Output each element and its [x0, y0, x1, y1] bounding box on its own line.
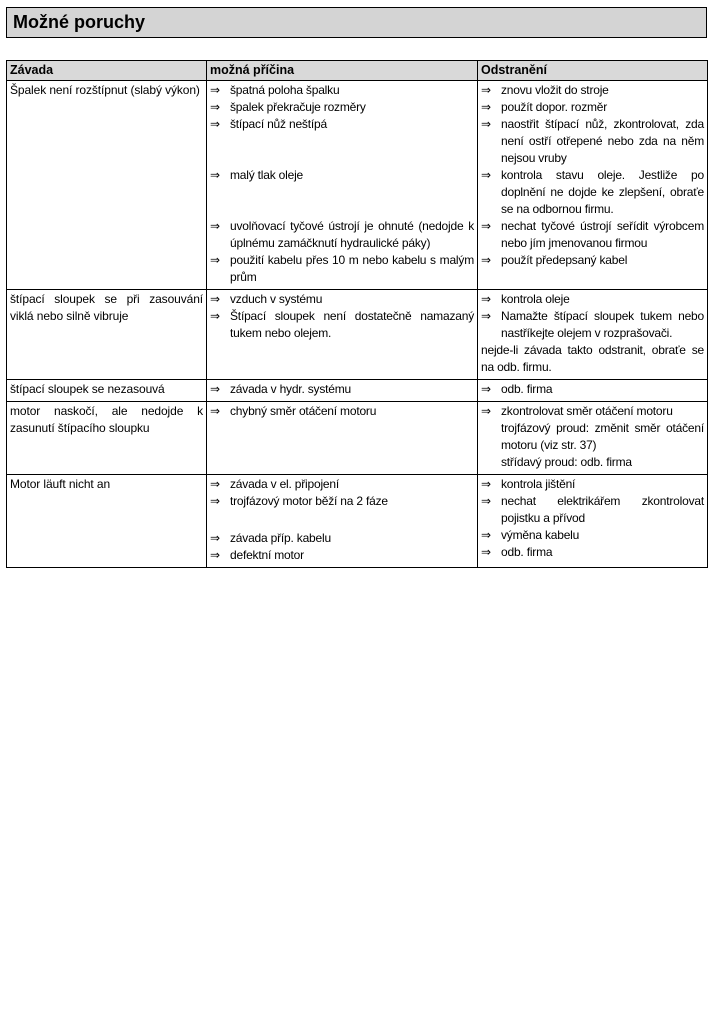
- cause-item: ⇒ defektní motor: [210, 548, 304, 562]
- arrow-icon: ⇒: [481, 100, 491, 114]
- fault-text: štípací sloupek se nezasouvá: [10, 382, 165, 396]
- arrow-icon: ⇒: [210, 531, 220, 545]
- cause-item: ⇒ závada příp. kabelu: [210, 531, 331, 545]
- cause-item: ⇒ vzduch v systému: [210, 292, 323, 306]
- cause-item: ⇒ závada v el. připojení: [210, 477, 340, 491]
- remedy-item: ⇒ odb. firma: [481, 382, 553, 396]
- page-title: Možné poruchy: [6, 7, 707, 38]
- cause-item: ⇒ uvolňovací tyčové ústrojí je ohnuté (nedojde k úplnému zamáčknutí hydraulické páky): [210, 219, 474, 250]
- remedy-item: ⇒ odb. firma: [481, 545, 553, 559]
- arrow-icon: ⇒: [210, 548, 220, 562]
- remedy-cell: [478, 81, 708, 290]
- remedy-cell: [478, 380, 708, 402]
- header-cause: možná příčina: [207, 61, 478, 81]
- arrow-icon: ⇒: [210, 382, 220, 396]
- arrow-icon: ⇒: [481, 219, 491, 233]
- arrow-icon: ⇒: [481, 292, 491, 306]
- cause-item: ⇒ špatná poloha špalku: [210, 83, 340, 97]
- arrow-icon: ⇒: [210, 83, 220, 97]
- table-row: [7, 380, 708, 402]
- cause-item: ⇒ štípací nůž neštípá: [210, 117, 327, 131]
- cause-item: ⇒ závada v hydr. systému: [210, 382, 351, 396]
- remedy-item: ⇒ použít předepsaný kabel: [481, 253, 628, 267]
- arrow-icon: ⇒: [481, 528, 491, 542]
- remedy-item: ⇒ kontrola stavu oleje. Jestliže po doplnění ne dojde ke zlepšení, obraťe se na odbornou firmu.: [481, 168, 704, 216]
- fault-cell: [7, 402, 207, 475]
- arrow-icon: ⇒: [210, 292, 220, 306]
- cause-item: ⇒ malý tlak oleje: [210, 168, 304, 182]
- fault-text: Motor läuft nicht an: [10, 477, 111, 491]
- table-row: [7, 290, 708, 380]
- arrow-icon: ⇒: [210, 309, 220, 323]
- table-header-row: [7, 61, 708, 81]
- arrow-icon: ⇒: [481, 253, 491, 267]
- remedy-item: ⇒ nechat elektrikářem zkontrolovat pojistku a přívod: [481, 494, 704, 525]
- fault-cell: [7, 81, 207, 290]
- cause-cell: [207, 380, 478, 402]
- arrow-icon: ⇒: [481, 477, 491, 491]
- arrow-icon: ⇒: [481, 494, 491, 508]
- header-fault: Závada: [7, 61, 207, 81]
- remedy-subline: trojfázový proud: změnit směr otáčení motoru (viz str. 37): [501, 421, 704, 452]
- arrow-icon: ⇒: [210, 168, 220, 182]
- arrow-icon: ⇒: [210, 219, 220, 233]
- cause-cell: [207, 290, 478, 380]
- arrow-icon: ⇒: [481, 545, 491, 559]
- arrow-icon: ⇒: [210, 477, 220, 491]
- fault-text: motor naskočí, ale nedojde k zasunutí štípacího sloupku: [10, 404, 203, 435]
- fault-text: štípací sloupek se při zasouvání viklá nebo silně vibruje: [10, 292, 203, 323]
- cause-item: ⇒ chybný směr otáčení motoru: [210, 404, 377, 418]
- arrow-icon: ⇒: [210, 100, 220, 114]
- fault-text: Špalek není rozštípnut (slabý výkon): [10, 83, 200, 97]
- remedy-item: ⇒ Namažte štípací sloupek tukem nebo nastříkejte olejem v rozprašovači.: [481, 309, 704, 340]
- fault-cell: [7, 380, 207, 402]
- remedy-note: nejde-li závada takto odstranit, obraťe se na odb. firmu.: [481, 343, 704, 374]
- cause-cell: [207, 475, 478, 568]
- faults-table: [6, 60, 708, 568]
- arrow-icon: ⇒: [481, 117, 491, 131]
- arrow-icon: ⇒: [210, 404, 220, 418]
- fault-cell: [7, 475, 207, 568]
- arrow-icon: ⇒: [210, 494, 220, 508]
- remedy-item: ⇒ znovu vložit do stroje: [481, 83, 609, 97]
- table-row: [7, 475, 708, 568]
- remedy-item: ⇒ kontrola jištění: [481, 477, 576, 491]
- cause-cell: [207, 402, 478, 475]
- remedy-cell: [478, 290, 708, 380]
- remedy-cell: [478, 402, 708, 475]
- fault-cell: [7, 290, 207, 380]
- remedy-item: ⇒ použít dopor. rozměr: [481, 100, 608, 114]
- cause-item: ⇒ špalek překračuje rozměry: [210, 100, 366, 114]
- remedy-subline: střídavý proud: odb. firma: [501, 455, 632, 469]
- remedy-item: ⇒ nechat tyčové ústrojí seřídit výrobcem nebo jím jmenovanou firmou: [481, 219, 704, 250]
- arrow-icon: ⇒: [481, 83, 491, 97]
- cause-cell: [207, 81, 478, 290]
- remedy-cell: [478, 475, 708, 568]
- table-row: [7, 402, 708, 475]
- remedy-item: ⇒ zkontrolovat směr otáčení motoru: [481, 404, 673, 418]
- cause-item: ⇒ Štípací sloupek není dostatečně namazaný tukem nebo olejem.: [210, 309, 474, 340]
- arrow-icon: ⇒: [210, 117, 220, 131]
- remedy-item: ⇒ výměna kabelu: [481, 528, 580, 542]
- remedy-item: ⇒ kontrola oleje: [481, 292, 570, 306]
- arrow-icon: ⇒: [210, 253, 220, 267]
- arrow-icon: ⇒: [481, 168, 491, 182]
- remedy-item: ⇒ naostřit štípací nůž, zkontrolovat, zda není ostří otřepené nebo zda na něm nejsou vruby: [481, 117, 704, 165]
- arrow-icon: ⇒: [481, 309, 491, 323]
- cause-item: ⇒ trojfázový motor běží na 2 fáze: [210, 494, 388, 508]
- header-remedy: Odstranění: [478, 61, 708, 81]
- arrow-icon: ⇒: [481, 404, 491, 418]
- cause-item: ⇒ použití kabelu přes 10 m nebo kabelu s malým prům: [210, 253, 474, 284]
- arrow-icon: ⇒: [481, 382, 491, 396]
- table-row: [7, 81, 708, 290]
